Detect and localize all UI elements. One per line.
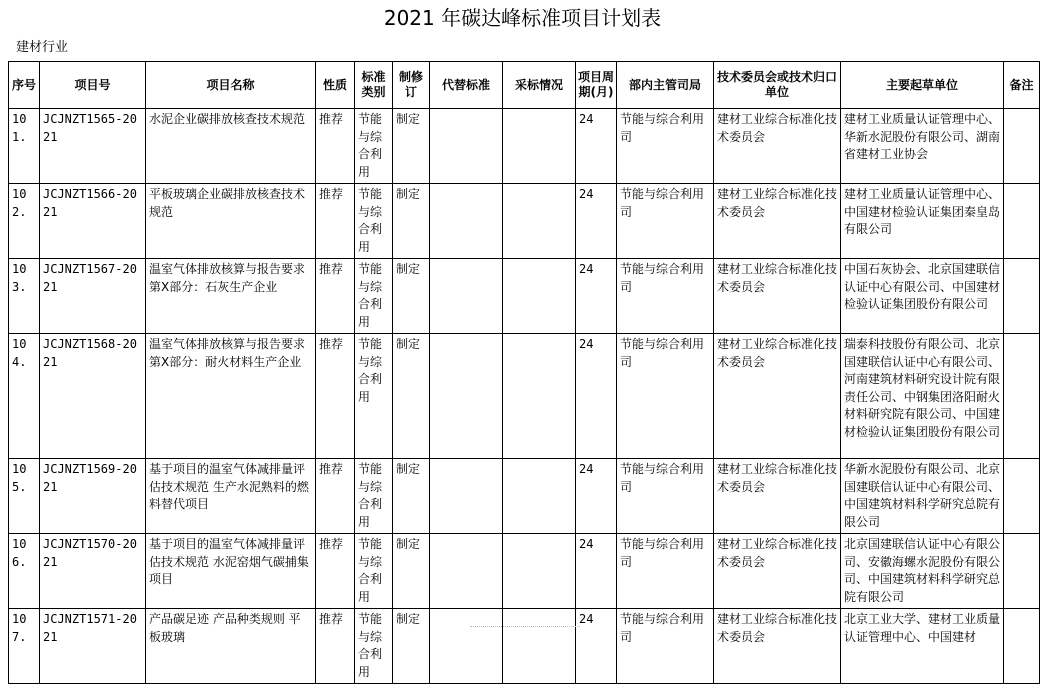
cell-dept: 节能与综合利用司 xyxy=(617,109,714,184)
cell-adopt xyxy=(503,259,576,334)
table-row xyxy=(9,534,1040,609)
header-adopt: 采标情况 xyxy=(503,62,576,109)
cell-drafters: 北京国建联信认证中心有限公司、安徽海螺水泥股份有限公司、中国建筑材料科学研究总院有限公司 xyxy=(841,534,1004,609)
cell-seq: 104. xyxy=(9,334,40,459)
header-code: 项目号 xyxy=(40,62,146,109)
header-dept: 部内主管司局 xyxy=(617,62,714,109)
cell-code: JCJNZT1570-2021 xyxy=(40,534,146,609)
cell-nature: 推荐 xyxy=(316,184,355,259)
cell-note xyxy=(1004,609,1040,684)
cell-name: 基于项目的温室气体减排量评估技术规范 水泥窑烟气碳捕集项目 xyxy=(146,534,316,609)
header-drafters: 主要起草单位 xyxy=(841,62,1004,109)
cell-replace xyxy=(430,109,503,184)
cell-code: JCJNZT1566-2021 xyxy=(40,184,146,259)
table-row xyxy=(9,259,1040,334)
cell-category: 节能与综合利用 xyxy=(355,459,393,534)
cell-revision: 制定 xyxy=(393,109,430,184)
cell-seq: 105. xyxy=(9,459,40,534)
cell-category: 节能与综合利用 xyxy=(355,534,393,609)
cell-adopt xyxy=(503,109,576,184)
cell-replace xyxy=(430,259,503,334)
cell-period: 24 xyxy=(576,259,617,334)
cell-period: 24 xyxy=(576,334,617,459)
cell-drafters: 建材工业质量认证管理中心、中国建材检验认证集团秦皇岛有限公司 xyxy=(841,184,1004,259)
cell-note xyxy=(1004,334,1040,459)
cell-code: JCJNZT1569-2021 xyxy=(40,459,146,534)
cell-revision: 制定 xyxy=(393,259,430,334)
cell-nature: 推荐 xyxy=(316,534,355,609)
cell-drafters: 中国石灰协会、北京国建联信认证中心有限公司、中国建材检验认证集团股份有限公司 xyxy=(841,259,1004,334)
cell-seq: 107. xyxy=(9,609,40,684)
cell-nature: 推荐 xyxy=(316,459,355,534)
cell-dept: 节能与综合利用司 xyxy=(617,259,714,334)
cell-revision: 制定 xyxy=(393,459,430,534)
cell-name: 基于项目的温室气体减排量评估技术规范 生产水泥熟料的燃料替代项目 xyxy=(146,459,316,534)
cell-note xyxy=(1004,184,1040,259)
cell-name: 温室气体排放核算与报告要求 第X部分：石灰生产企业 xyxy=(146,259,316,334)
cell-name: 产品碳足迹 产品种类规则 平板玻璃 xyxy=(146,609,316,684)
cell-adopt xyxy=(503,609,576,684)
cell-category: 节能与综合利用 xyxy=(355,109,393,184)
cell-committee: 建材工业综合标准化技术委员会 xyxy=(714,259,841,334)
cell-seq: 106. xyxy=(9,534,40,609)
cell-nature: 推荐 xyxy=(316,259,355,334)
cell-committee: 建材工业综合标准化技术委员会 xyxy=(714,534,841,609)
cell-period: 24 xyxy=(576,534,617,609)
cell-dept: 节能与综合利用司 xyxy=(617,334,714,459)
header-replace: 代替标准 xyxy=(430,62,503,109)
cell-adopt xyxy=(503,334,576,459)
cell-revision: 制定 xyxy=(393,534,430,609)
cell-name: 平板玻璃企业碳排放核查技术规范 xyxy=(146,184,316,259)
table-row xyxy=(9,184,1040,259)
document-title: 2021 年碳达峰标准项目计划表 xyxy=(383,6,662,30)
header-revision: 制修订 xyxy=(393,62,430,109)
header-nature: 性质 xyxy=(316,62,355,109)
cell-nature: 推荐 xyxy=(316,109,355,184)
cell-period: 24 xyxy=(576,459,617,534)
cell-period: 24 xyxy=(576,609,617,684)
cell-dept: 节能与综合利用司 xyxy=(617,534,714,609)
cell-note xyxy=(1004,109,1040,184)
cell-adopt xyxy=(503,459,576,534)
cell-name: 温室气体排放核算与报告要求 第X部分：耐火材料生产企业 xyxy=(146,334,316,459)
table-header-row xyxy=(9,62,1040,109)
cell-adopt xyxy=(503,184,576,259)
standards-plan-table xyxy=(8,61,1040,684)
cell-replace xyxy=(430,609,503,684)
header-committee: 技术委员会或技术归口单位 xyxy=(714,62,841,109)
cell-dept: 节能与综合利用司 xyxy=(617,609,714,684)
header-category: 标准类别 xyxy=(355,62,393,109)
cell-committee: 建材工业综合标准化技术委员会 xyxy=(714,609,841,684)
table-row xyxy=(9,609,1040,684)
cell-adopt xyxy=(503,534,576,609)
cell-replace xyxy=(430,334,503,459)
cell-code: JCJNZT1568-2021 xyxy=(40,334,146,459)
cell-name: 水泥企业碳排放核查技术规范 xyxy=(146,109,316,184)
cell-nature: 推荐 xyxy=(316,334,355,459)
cell-category: 节能与综合利用 xyxy=(355,334,393,459)
page-footer-divider xyxy=(470,626,580,628)
cell-period: 24 xyxy=(576,109,617,184)
cell-code: JCJNZT1571-2021 xyxy=(40,609,146,684)
cell-drafters: 华新水泥股份有限公司、北京国建联信认证中心有限公司、中国建筑材料科学研究总院有限公司 xyxy=(841,459,1004,534)
cell-revision: 制定 xyxy=(393,334,430,459)
cell-note xyxy=(1004,459,1040,534)
cell-note xyxy=(1004,259,1040,334)
cell-category: 节能与综合利用 xyxy=(355,609,393,684)
cell-committee: 建材工业综合标准化技术委员会 xyxy=(714,109,841,184)
cell-revision: 制定 xyxy=(393,609,430,684)
cell-code: JCJNZT1565-2021 xyxy=(40,109,146,184)
cell-committee: 建材工业综合标准化技术委员会 xyxy=(714,459,841,534)
cell-code: JCJNZT1567-2021 xyxy=(40,259,146,334)
cell-replace xyxy=(430,534,503,609)
header-note: 备注 xyxy=(1004,62,1040,109)
cell-seq: 101. xyxy=(9,109,40,184)
cell-nature: 推荐 xyxy=(316,609,355,684)
table-row xyxy=(9,109,1040,184)
cell-dept: 节能与综合利用司 xyxy=(617,184,714,259)
cell-committee: 建材工业综合标准化技术委员会 xyxy=(714,184,841,259)
table-row xyxy=(9,334,1040,459)
cell-committee: 建材工业综合标准化技术委员会 xyxy=(714,334,841,459)
cell-seq: 102. xyxy=(9,184,40,259)
cell-drafters: 建材工业质量认证管理中心、华新水泥股份有限公司、湖南省建材工业协会 xyxy=(841,109,1004,184)
cell-note xyxy=(1004,534,1040,609)
cell-category: 节能与综合利用 xyxy=(355,259,393,334)
cell-category: 节能与综合利用 xyxy=(355,184,393,259)
table-row xyxy=(9,459,1040,534)
cell-replace xyxy=(430,459,503,534)
cell-replace xyxy=(430,184,503,259)
cell-seq: 103. xyxy=(9,259,40,334)
header-name: 项目名称 xyxy=(146,62,316,109)
cell-dept: 节能与综合利用司 xyxy=(617,459,714,534)
cell-revision: 制定 xyxy=(393,184,430,259)
cell-drafters: 北京工业大学、建材工业质量认证管理中心、中国建材 xyxy=(841,609,1004,684)
cell-period: 24 xyxy=(576,184,617,259)
header-seq: 序号 xyxy=(9,62,40,109)
section-label: 建材行业 xyxy=(16,40,69,55)
cell-drafters: 瑞泰科技股份有限公司、北京国建联信认证中心有限公司、河南建筑材料研究设计院有限责任公司、中钢集团洛阳耐火材料研究院有限公司、中国建材检验认证集团股份有限公司 xyxy=(841,334,1004,459)
header-period: 项目周期(月) xyxy=(576,62,617,109)
